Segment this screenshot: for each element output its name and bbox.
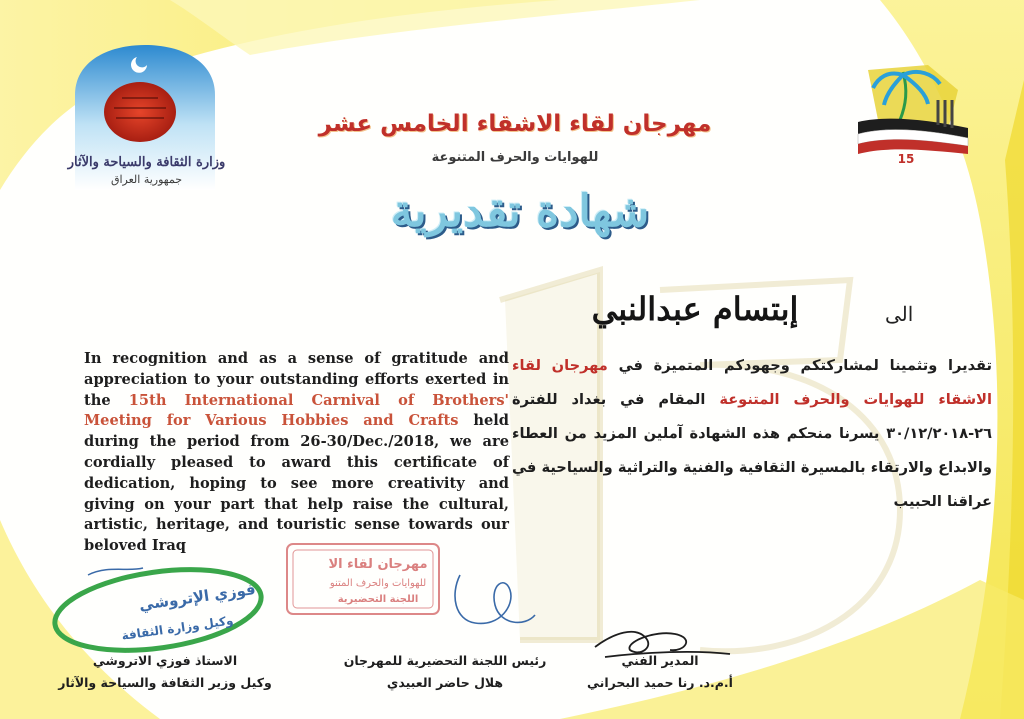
signature-block-technical-director <box>570 650 750 694</box>
technical-director-name: أ.م.د. رنا حميد البحراني <box>587 675 733 690</box>
recipient-name: إبتسام عبدالنبي <box>591 290 799 328</box>
committee-head-title: رئيس اللجنة التحضيرية للمهرجان <box>343 653 547 668</box>
red-stamp-line1: مهرجان لقاء الا <box>328 557 428 572</box>
undersecretary-title: وكيل وزير الثقافة والسياحة والآثار <box>58 675 272 690</box>
arabic-body-part1: تقديرا وتثمينا لمشاركتكم وجهودكم المتميزة في <box>607 357 992 374</box>
signature-block-committee-head <box>335 650 555 694</box>
arabic-body-part2: المقام في بغداد للفترة ٢٦-٣٠/١٢/٢٠١٨ يسرنا منحكم هذه الشهادة آملين المزيد من العطاء والابداع والارتقاء بالمسيرة الثقافية والفنية والتراثية والسياحية في عراقنا الحبيب <box>512 391 992 510</box>
green-stamp-line1: فوزي الإتروشي <box>137 579 257 615</box>
ministry-name: وزارة الثقافة والسياحة والآثار <box>67 155 226 170</box>
signature-block-undersecretary <box>50 650 280 694</box>
committee-head-name: هلال حاضر العبيدي <box>386 675 504 690</box>
red-stamp <box>283 538 443 620</box>
certificate-heading: شهادة تقديرية <box>390 186 650 237</box>
english-body-part2: held during the period from 26-30/Dec./2018, we are cordially pleased to award this certificate of dedication, hoping to see more creativity and giving on your part that help raise the cultural, artistic, heritage, and touristic sense towards our beloved Iraq <box>84 412 509 555</box>
country-name: جمهورية العراق <box>110 173 183 186</box>
festival-number: 15 <box>897 152 915 166</box>
top-swoosh-2 <box>170 0 700 55</box>
ministry-text <box>44 155 249 186</box>
green-stamp <box>48 560 268 655</box>
english-body-part1: In recognition and as a sense of gratitude and appreciation to your outstanding efforts exerted in the <box>84 350 509 409</box>
english-body-highlight: 15th International Carnival of Brothers' Meeting for Various Hobbies and Crafts <box>84 391 509 430</box>
middle-signature <box>440 565 540 635</box>
red-stamp-line2: للهوايات والحرف المتنو <box>329 578 427 589</box>
red-stamp-line3: اللجنة التحضيرية <box>337 594 419 605</box>
festival-subtitle: للهوايات والحرف المتنوعة <box>431 150 599 165</box>
festival-title: مهرجان لقاء الاشقاء الخامس عشر <box>318 111 712 137</box>
green-stamp-line2: وكيل وزارة الثقافة <box>120 613 235 643</box>
arabic-body-highlight: مهرجان لقاء الاشقاء للهوايات والحرف المتنوعة <box>512 357 992 408</box>
technical-director-title: المدير الفني <box>621 653 699 668</box>
to-label: الى <box>885 302 914 326</box>
undersecretary-name: الاستاذ فوزي الاتروشي <box>92 653 238 668</box>
arabic-body <box>512 349 992 519</box>
english-body <box>84 349 509 557</box>
